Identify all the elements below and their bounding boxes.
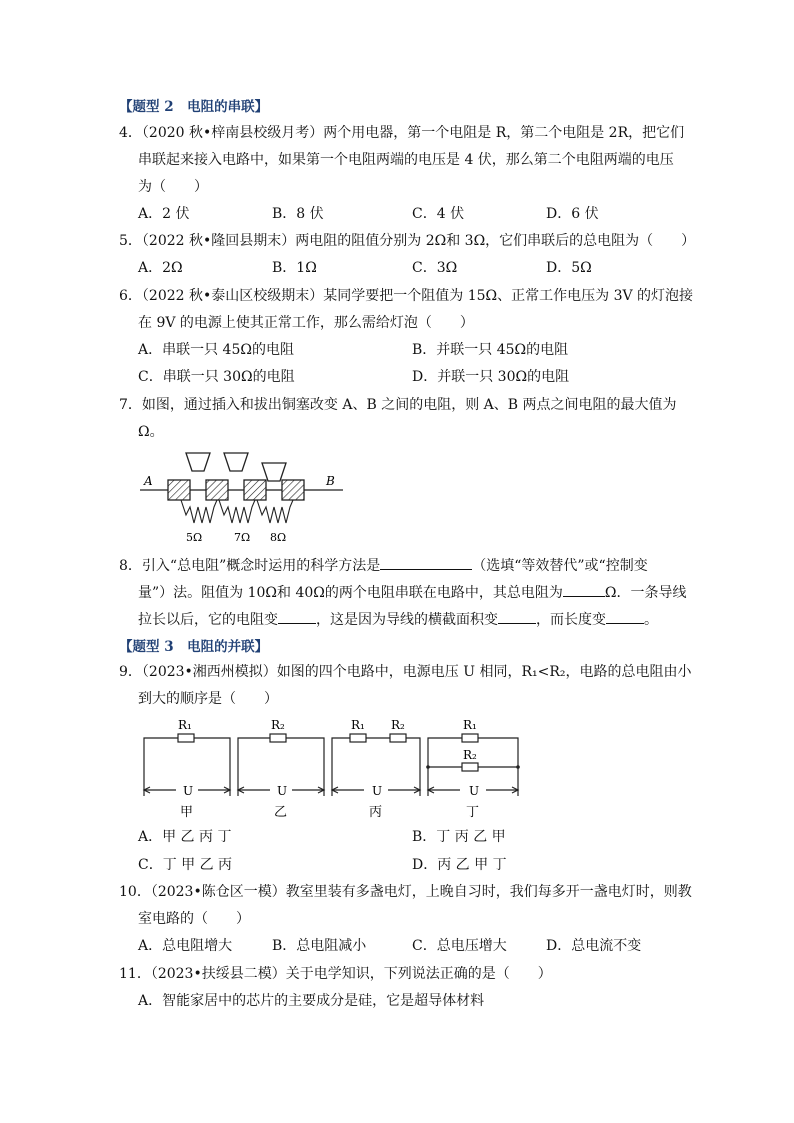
q8-line2 [138, 582, 687, 603]
fig-r1-label: 5Ω [186, 531, 203, 544]
q9-line2: 到大的顺序是（ ） [138, 691, 278, 707]
q7-line2: Ω。 [138, 424, 164, 440]
q4-line3: 为（ ） [138, 179, 208, 195]
q4-option-c: C．4 伏 [412, 206, 465, 222]
section-title-3: 【题型 3 电阻的并联】 [119, 639, 269, 655]
q8-blank-4[interactable] [498, 609, 536, 624]
q8-blank-5[interactable] [606, 609, 644, 624]
q8-text-3b: ，这是因为导线的横截面积变 [316, 612, 498, 628]
q10-option-b: B．总电阻减小 [272, 938, 367, 954]
q6-option-a: A．串联一只 45Ω的电阻 [138, 342, 294, 358]
resistance-box-figure [138, 445, 348, 545]
yi-u-label: U [277, 784, 288, 798]
q10-option-a: A．总电阻增大 [138, 938, 233, 954]
q5-option-b: B．1Ω [272, 260, 317, 276]
q10-line2: 室电路的（ ） [138, 911, 250, 927]
q8-blank-2[interactable] [563, 582, 605, 597]
q6-line2: 在 9V 的电源上使其正常工作，那么需给灯泡（ ） [138, 315, 474, 331]
fig-label-a: A [144, 474, 153, 488]
circuit-name-ding: 丁 [466, 805, 480, 820]
q5-option-c: C．3Ω [412, 260, 458, 276]
q10-option-c: C．总电压增大 [412, 938, 507, 954]
q6-option-c: C．串联一只 30Ω的电阻 [138, 369, 295, 385]
q10-option-d: D．总电流不变 [546, 938, 642, 954]
circuit-name-bing: 丙 [369, 805, 383, 820]
q8-text-1b: （选填“等效替代”或“控制变 [472, 558, 648, 574]
bing-u-label: U [372, 784, 383, 798]
q9-line1: 9．（2023•湘西州模拟）如图的四个电路中，电源电压 U 相同，R₁<R₂，电路的总电阻由小 [119, 664, 692, 680]
q9-option-d: D．丙 乙 甲 丁 [412, 857, 507, 873]
circuit-name-jia: 甲 [180, 805, 194, 820]
q5-line1: 5．（2022 秋•隆回县期末）两电阻的阻值分别为 2Ω和 3Ω，它们串联后的总电阻为（ ） [119, 233, 696, 249]
four-circuits-figure [138, 712, 528, 824]
q8-text-2a: 量”）法。阻值为 10Ω和 40Ω的两个电阻串联在电路中，其总电阻为 [138, 585, 563, 601]
bing-r1-label: R₁ [351, 718, 365, 732]
ding-r1-label: R₁ [463, 718, 477, 732]
q4-option-b: B．8 伏 [272, 206, 324, 222]
q8-text-3a: 拉长以后，它的电阻变 [138, 612, 278, 628]
q4-line1: 4．（2020 秋•梓南县校级月考）两个用电器，第一个电阻是 R，第二个电阻是 2R，把它们 [119, 125, 685, 141]
q8-text-1a: 8．引入“总电阻”概念时运用的科学方法是 [119, 558, 381, 574]
ding-u-label: U [469, 784, 480, 798]
q10-line1: 10．（2023•陈仓区一模）教室里装有多盏电灯，上晚自习时，我们每多开一盏电灯时，则教 [119, 884, 692, 900]
q8-line3 [138, 609, 658, 630]
q11-option-a: A．智能家居中的芯片的主要成分是硅，它是超导体材料 [138, 993, 485, 1009]
circuit-name-yi: 乙 [274, 805, 288, 820]
q8-text-2b: Ω．一条导线 [604, 585, 687, 601]
q5-option-a: A．2Ω [138, 260, 183, 276]
q8-line1 [119, 555, 648, 576]
q8-blank-3[interactable] [278, 609, 316, 624]
q8-blank-1[interactable] [380, 555, 472, 570]
jia-u-label: U [183, 784, 194, 798]
q4-option-d: D．6 伏 [546, 206, 599, 222]
q9-option-c: C．丁 甲 乙 丙 [138, 857, 233, 873]
q6-option-d: D．并联一只 30Ω的电阻 [412, 369, 570, 385]
q9-option-a: A．甲 乙 丙 丁 [138, 829, 232, 845]
q5-option-d: D．5Ω [546, 260, 592, 276]
fig-r2-label: 7Ω [234, 531, 251, 544]
q4-line2: 串联起来接入电路中，如果第一个电阻两端的电压是 4 伏，那么第二个电阻两端的电压 [138, 152, 674, 168]
q11-line1: 11．（2023•扶绥县二模）关于电学知识，下列说法正确的是（ ） [119, 966, 552, 982]
q6-line1: 6．（2022 秋•泰山区校级期末）某同学要把一个阻值为 15Ω、正常工作电压为 3V 的灯泡接 [119, 288, 694, 304]
fig-r3-label: 8Ω [270, 531, 287, 544]
jia-r1-label: R₁ [178, 718, 192, 732]
q9-option-b: B．丁 丙 乙 甲 [412, 829, 506, 845]
q7-line1: 7．如图，通过插入和拔出铜塞改变 A、B 之间的电阻，则 A、B 两点之间电阻的最大值为 [119, 397, 677, 413]
q6-option-b: B．并联一只 45Ω的电阻 [412, 342, 569, 358]
fig-label-b: B [326, 474, 335, 488]
ding-r2-label: R₂ [463, 748, 477, 762]
q8-text-3d: 。 [644, 612, 658, 628]
yi-r2-label: R₂ [271, 718, 285, 732]
bing-r2-label: R₂ [391, 718, 405, 732]
q8-text-3c: ，而长度变 [536, 612, 606, 628]
q4-option-a: A．2 伏 [138, 206, 190, 222]
section-title-2: 【题型 2 电阻的串联】 [119, 99, 269, 115]
